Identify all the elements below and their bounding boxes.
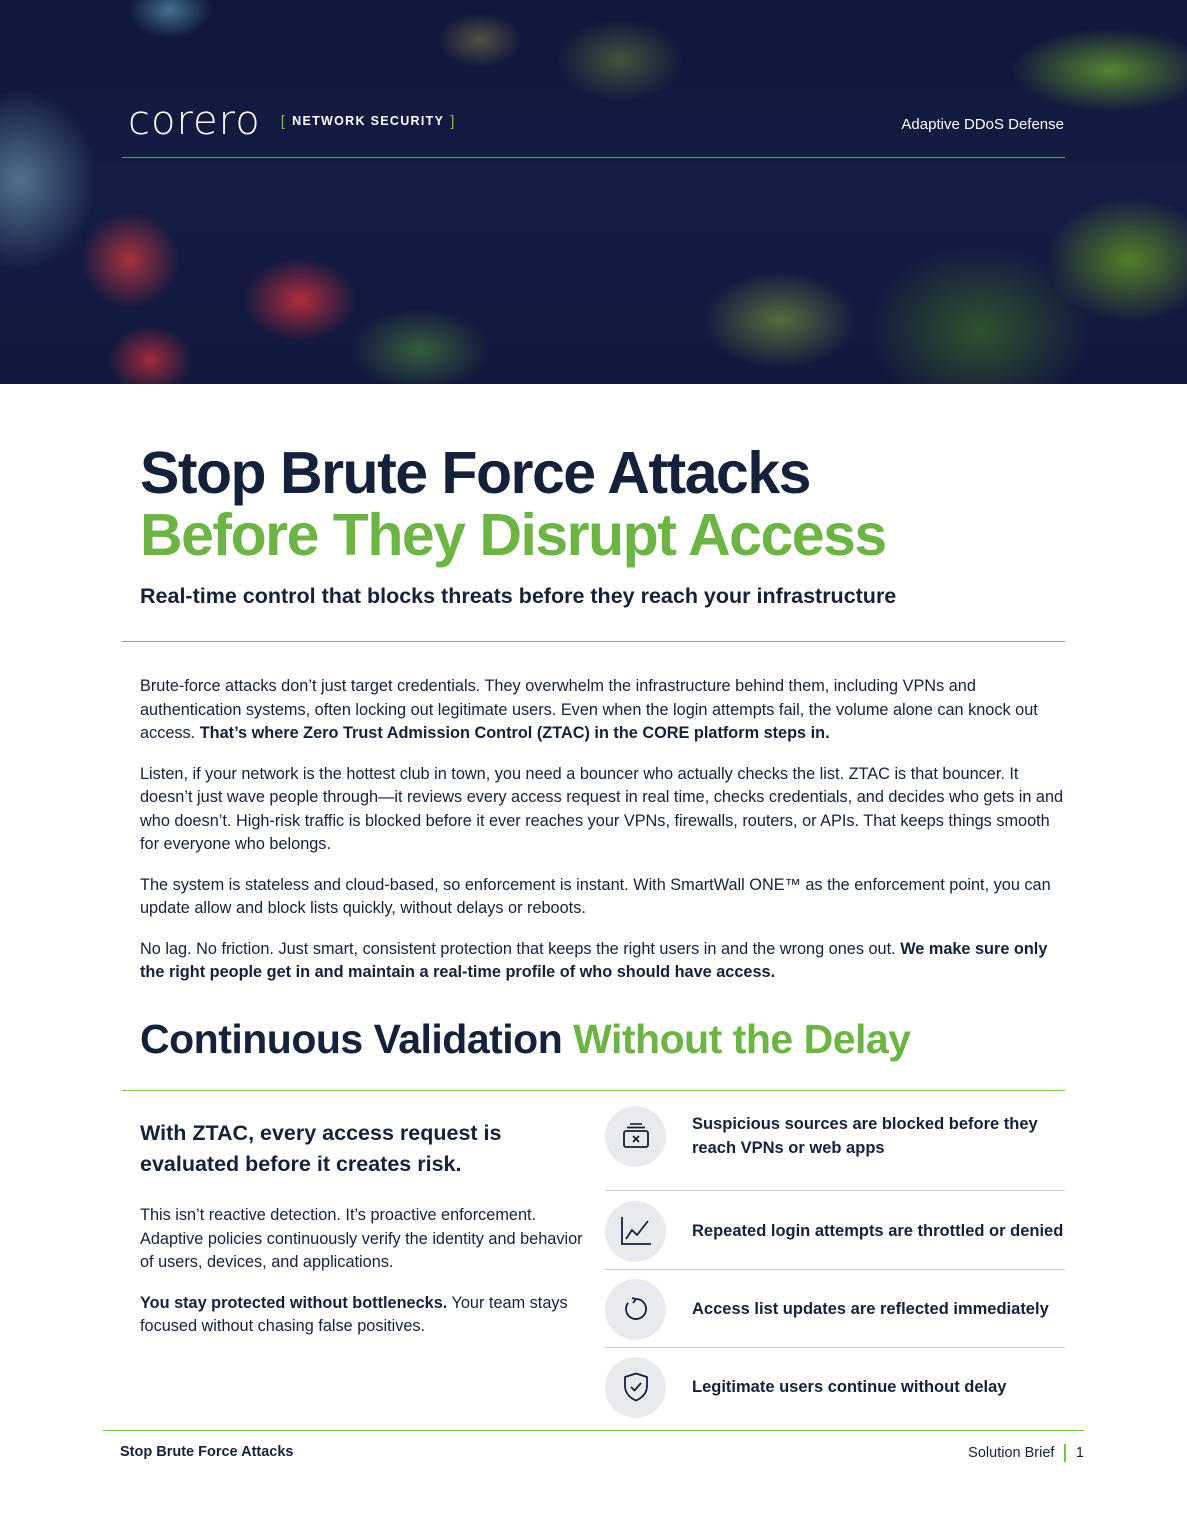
title-line-1: Stop Brute Force Attacks [140,440,810,506]
line-chart-icon [605,1201,666,1262]
section-paragraph-1: This isn’t reactive detection. It’s proactive enforcement. Adaptive policies continuously verify the identity and behavior of users, devices, and applications. [140,1206,583,1271]
blocked-window-icon [605,1106,666,1167]
hero-divider [122,157,1065,158]
page-title [140,442,886,566]
section-divider [122,641,1065,642]
feature-divider [605,1269,1065,1270]
logo-wordmark: corero [128,98,261,144]
feature-text: Repeated login attempts are throttled or denied [692,1222,1064,1240]
intro-paragraph-2: Listen, if your network is the hottest club in town, you need a bouncer who actually checks the list. ZTAC is that bouncer. It doesn’t just wave people through—it reviews every access request in real time, checks credentials, and decides who gets in and who doesn’t. High-risk traffic is blocked before it ever reaches your VPNs, firewalls, routers, or APIs. That keeps things smooth for everyone who belongs. [140,764,1064,853]
section-lead: With ZTAC, every access request is evaluated before it creates risk. [140,1121,502,1176]
feature-text: Suspicious sources are blocked before they reach VPNs or web apps [692,1115,1038,1157]
feature-item [605,1356,1065,1418]
intro-paragraph-4: No lag. No friction. Just smart, consistent protection that keeps the right users in and the wrong ones out. We make sure only the right people get in and maintain a real-time profile of who should have access. [140,939,1048,981]
footer-right [968,1444,1084,1462]
logo-tagline-text: NETWORK SECURITY [292,114,445,128]
page-number: 1 [1075,1445,1084,1461]
footer-divider [103,1430,1084,1431]
document-type: Solution Brief [968,1445,1055,1461]
feature-item [605,1200,1065,1262]
title-line-2: Before They Disrupt Access [140,502,886,568]
section-divider-2 [122,1090,1065,1091]
feature-item [605,1278,1065,1340]
intro-paragraph-3: The system is stateless and cloud-based, so enforcement is instant. With SmartWall ONE™ as the enforcement point, you can update allow and block lists quickly, without delays or reboots. [140,875,1051,917]
feature-text: Access list updates are reflected immediately [692,1300,1049,1318]
footer-title: Stop Brute Force Attacks [120,1444,294,1460]
section-body [140,1204,585,1356]
feature-item [605,1105,1065,1167]
intro-paragraph-1: Brute-force attacks don’t just target credentials. They overwhelm the infrastructure behind them, including VPNs and authentication systems, often locking out legitimate users. Even when the login attempts fail, the volume alone can knock out access. That’s where Zero Trust Admission Control (ZTAC) in the CORE platform steps in. [140,677,1038,742]
category-label: Adaptive DDoS Defense [901,116,1064,133]
corero-logo[interactable] [128,98,462,144]
subheading: Real-time control that blocks threats before they reach your infrastructure [140,584,897,608]
refresh-icon [605,1279,666,1340]
logo-tagline: [ NETWORK SECURITY ] [280,112,456,130]
footer-separator [1064,1444,1066,1462]
hero-banner [0,0,1187,384]
section-paragraph-2: You stay protected without bottlenecks. Your team stays focused without chasing false positives. [140,1293,568,1335]
feature-list [605,1105,1065,1418]
section-title: Continuous Validation Without the Delay [140,1016,911,1062]
intro-body [140,675,1068,1002]
feature-divider [605,1347,1065,1348]
shield-check-icon [605,1357,666,1418]
feature-divider [605,1190,1065,1191]
feature-text: Legitimate users continue without delay [692,1378,1007,1396]
